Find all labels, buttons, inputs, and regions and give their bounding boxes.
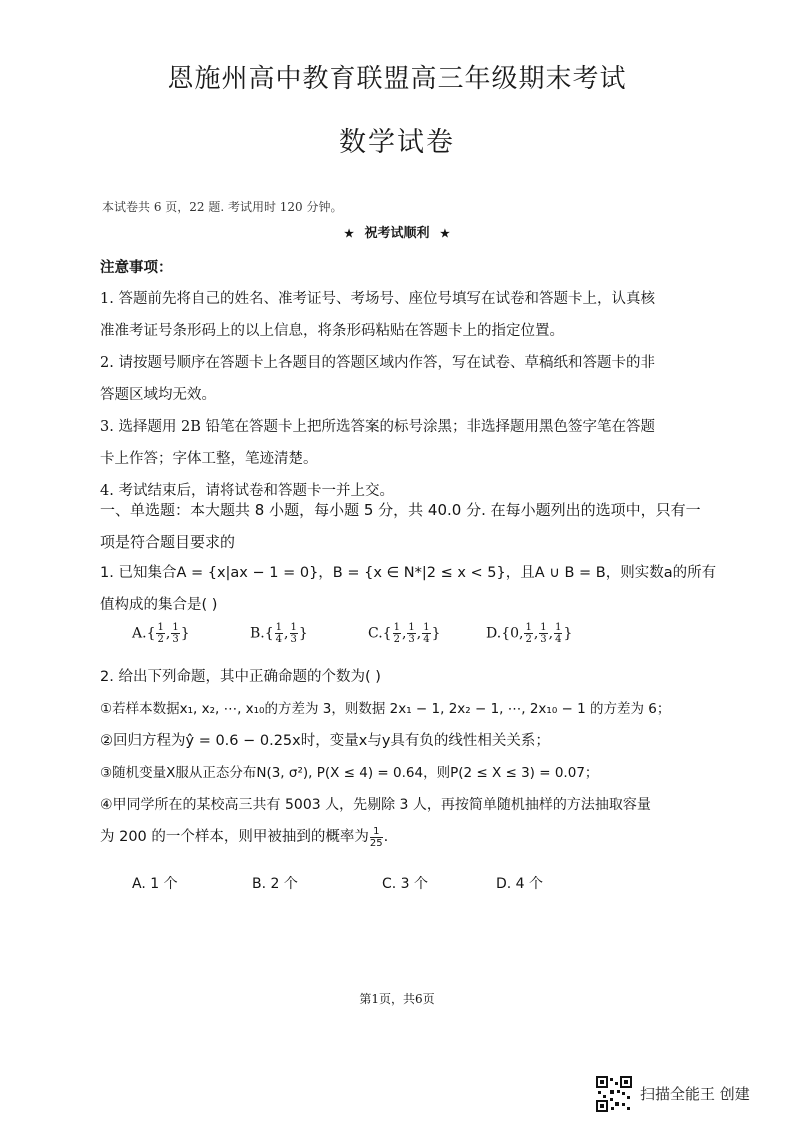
fraction xyxy=(539,622,547,645)
q2-statement-4-cont: 为 200 的一个样本，则甲被抽到的概率为 $\frac{1}{25}$ . xyxy=(100,825,389,849)
scanner-watermark: 扫描全能王 创建 xyxy=(640,1085,750,1103)
numerator: 1 xyxy=(423,622,430,633)
denominator: 3 xyxy=(408,634,415,645)
denominator: 2 xyxy=(157,634,164,645)
separator: , xyxy=(401,625,407,642)
option-brace: } xyxy=(563,625,573,642)
denominator: 2 xyxy=(525,634,532,645)
q2-statement-4: ④甲同学所在的某校高三共有 5003 人，先剔除 3 人，再按简单随机抽样的方法抽取容量 xyxy=(100,797,651,813)
notes-line: 4. 考试结束后，请将试卷和答题卡一并上交。 xyxy=(100,483,394,499)
q2-option-c: C. 3 个 xyxy=(382,876,429,892)
fraction xyxy=(554,622,562,645)
q1-option-b xyxy=(250,622,308,645)
blessing xyxy=(0,222,794,241)
fraction xyxy=(275,622,283,645)
option-brace: } xyxy=(431,625,441,642)
q2-option-b: B. 2 个 xyxy=(252,876,298,892)
notes-list xyxy=(100,283,700,507)
numerator: 1 xyxy=(393,622,400,633)
denominator: 3 xyxy=(540,634,547,645)
notes-heading: 注意事项： xyxy=(100,259,173,276)
fraction xyxy=(156,622,164,645)
fraction xyxy=(407,622,415,645)
option-brace: { xyxy=(146,625,156,642)
denominator: 3 xyxy=(172,634,179,645)
notes-line: 3. 选择题用 2B 铅笔在答题卡上把所选答案的标号涂黑；非选择题用黑色签字笔在答题 xyxy=(100,419,656,435)
option-brace: {0, xyxy=(501,625,524,642)
denominator: 4 xyxy=(423,634,430,645)
q2-option-a: A. 1 个 xyxy=(132,876,178,892)
blessing-text: 祝考试顺利 xyxy=(364,226,430,241)
denominator: 2 xyxy=(393,634,400,645)
numerator: 1 xyxy=(525,622,532,633)
exam-subtitle: 数学试卷 xyxy=(339,127,455,158)
numerator: 1 xyxy=(157,622,164,633)
question-1-stem-cont: 值构成的集合是( ) xyxy=(100,597,218,613)
notes-line: 答题区域均无效。 xyxy=(100,387,216,403)
notes-line: 2. 请按题号顺序在答题卡上各题目的答题区域内作答，写在试卷、草稿纸和答题卡的非 xyxy=(100,355,655,371)
question-1 xyxy=(100,557,717,621)
numerator: 1 xyxy=(290,622,297,633)
q2-statement-1: ①若样本数据x₁, x₂, ⋯, x₁₀的方差为 3，则数据 2x₁ − 1, 2x₂ − 1, ⋯, 2x₁₀ − 1 的方差为 6； xyxy=(100,701,671,717)
exam-info: 本试卷共 6 页，22 题. 考试用时 120 分钟。 xyxy=(102,200,343,214)
fraction: $\frac{1}{25}$ xyxy=(369,825,383,849)
option-letter: D. xyxy=(486,625,502,642)
denominator: 3 xyxy=(290,634,297,645)
separator: , xyxy=(284,625,289,642)
q1-option-a xyxy=(132,622,190,645)
denominator: 4 xyxy=(275,634,283,645)
q2-statement-3: ③随机变量X服从正态分布N(3, σ²), P(X ≤ 4) = 0.64，则P(2 ≤ X ≤ 3) = 0.07； xyxy=(100,765,599,781)
option-brace: { xyxy=(264,625,274,642)
option-brace: } xyxy=(298,625,308,642)
star-icon: ★ xyxy=(344,227,354,240)
exam-title: 恩施州高中教育联盟高三年级期末考试 xyxy=(167,64,627,94)
separator: , xyxy=(165,625,171,642)
fraction xyxy=(171,622,179,645)
notes-line: 卡上作答；字体工整，笔迹清楚。 xyxy=(100,451,318,467)
separator: , xyxy=(416,625,422,642)
option-brace: } xyxy=(180,625,190,642)
q1-option-c xyxy=(368,622,441,645)
separator: , xyxy=(548,625,554,642)
option-letter: B. xyxy=(250,625,265,642)
option-letter: C. xyxy=(368,625,383,642)
question-2-stem: 2. 给出下列命题，其中正确命题的个数为( ) xyxy=(100,669,381,685)
numerator: 1 xyxy=(540,622,547,633)
fraction xyxy=(290,622,298,645)
denominator: 4 xyxy=(555,634,562,645)
fraction xyxy=(524,622,532,645)
question-2 xyxy=(100,661,720,853)
numerator: 1 xyxy=(555,622,562,633)
fraction xyxy=(393,622,401,645)
star-icon: ★ xyxy=(440,227,450,240)
notes-line: 1. 答题前先将自己的姓名、准考证号、考场号、座位号填写在试卷和答题卡上，认真核 xyxy=(100,291,655,307)
q2-option-d: D. 4 个 xyxy=(496,876,544,892)
option-brace: { xyxy=(382,625,392,642)
numerator: 1 xyxy=(172,622,179,633)
page-number: 第1页，共6页 xyxy=(359,992,435,1006)
numerator: 1 xyxy=(275,622,283,633)
numerator: 1 xyxy=(408,622,415,633)
fraction xyxy=(422,622,430,645)
q2-statement-2: ②回归方程为ŷ = 0.6 − 0.25x时，变量x与y具有负的线性相关关系； xyxy=(100,733,550,749)
q1-option-d xyxy=(486,622,572,645)
separator: , xyxy=(533,625,539,642)
section-heading: 一、单选题：本大题共 8 小题，每小题 5 分，共 40.0 分. 在每小题列出的选项中，只有一 项是符合题目要求的 xyxy=(100,501,701,551)
notes-line: 准准考证号条形码上的以上信息，将条形码粘贴在答题卡上的指定位置。 xyxy=(100,323,564,339)
option-letter: A. xyxy=(132,625,147,642)
qr-code-icon xyxy=(596,1076,632,1112)
question-1-stem: 1. 已知集合A = {x|ax − 1 = 0}，B = {x ∈ N*|2 ≤ x < 5}，且A ∪ B = B，则实数a的所有 xyxy=(100,565,717,581)
